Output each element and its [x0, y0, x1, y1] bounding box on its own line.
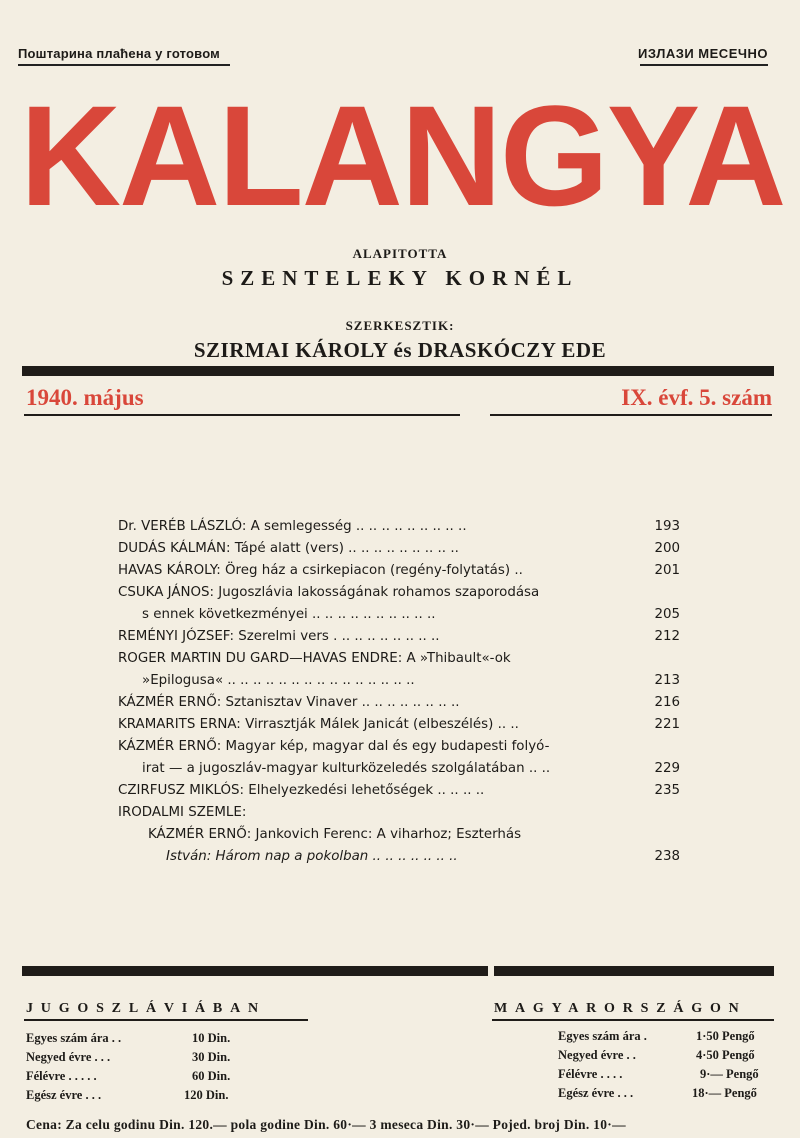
- header-thick-rule: [22, 366, 774, 376]
- header-thin-rule-left: [24, 414, 460, 416]
- editors-names: SZIRMAI KÁROLY és DRASKÓCZY EDE: [193, 338, 607, 362]
- postage-note: Поштарина плаћена у готовом: [18, 46, 220, 61]
- top-right-rule: [640, 64, 768, 66]
- top-left-rule: [18, 64, 230, 66]
- footer-thick-rule-right: [494, 966, 774, 976]
- founder-name: SZENTELEKY KORNÉL: [221, 266, 579, 290]
- frequency-note: ИЗЛАЗИ МЕСЕЧНО: [638, 46, 768, 61]
- founded-label: ALAPITOTTA: [352, 246, 448, 261]
- footer-thick-rule-left: [22, 966, 488, 976]
- prices-yu-rule: [24, 1019, 308, 1021]
- header-thin-rule-right: [490, 414, 772, 416]
- issue-date: 1940. május: [26, 385, 144, 410]
- prices-hu-rule: [492, 1019, 774, 1021]
- subscription-footer: Cena: Za celu godinu Din. 120.— pola godine Din. 60·— 3 meseca Din. 30·— Pojed. broj Din. 10·—: [26, 1117, 626, 1132]
- issue-number: IX. évf. 5. szám: [621, 385, 772, 410]
- masthead-title: KALANGYA: [20, 75, 785, 236]
- prices-yu-label: JUGOSZLÁVIÁBAN: [26, 1001, 266, 1016]
- editors-label: SZERKESZTIK:: [345, 318, 455, 333]
- prices-hu-label: MAGYARORSZÁGON: [494, 1001, 747, 1016]
